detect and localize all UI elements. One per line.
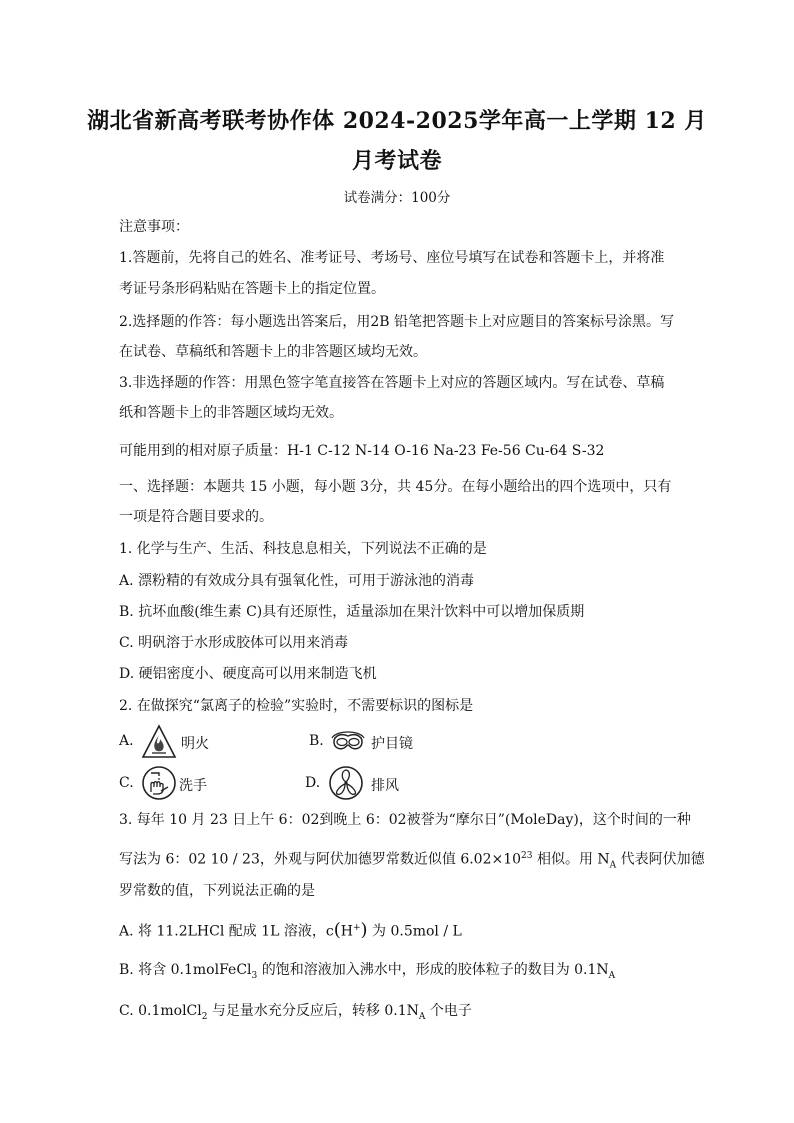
subscript: 2 — [201, 1011, 208, 1022]
notice-line: 1.答题前，先将自己的姓名、准考证号、考场号、座位号填写在试卷和答题卡上，并将准 — [119, 250, 665, 266]
notice-line: 在试卷、草稿纸和答题卡上的非答题区域均无效。 — [119, 344, 427, 360]
question-2-option-a-letter: A. — [119, 733, 134, 749]
question-3-text: 写法为 6：02 10 / 23，外观与阿伏加德罗常数近似值 6.02×10 — [119, 851, 522, 868]
question-2-option-c-label: 洗手 — [179, 778, 207, 794]
question-1-stem: 1. 化学与生产、生活、科技息息相关，下列说法不正确的是 — [119, 541, 487, 557]
subscript: 3 — [251, 970, 258, 981]
exam-title-line2: 月考试卷 — [351, 148, 442, 174]
flame-icon — [141, 724, 177, 760]
notice-line: 3.非选择题的作答：用黑色签字笔直接答在答题卡上对应的答题区域内。写在试卷、草稿 — [119, 375, 665, 391]
hand-wash-icon — [141, 765, 177, 801]
question-3-stem-line3: 罗常数的值，下列说法正确的是 — [119, 883, 315, 899]
ion-symbol: H — [340, 923, 353, 940]
question-2-option-b-letter: B. — [309, 733, 324, 749]
subscript: A — [609, 860, 617, 871]
question-2-stem: 2. 在做探究“氯离子的检验”实验时，不需要标识的图标是 — [119, 698, 474, 714]
option-text: 与足量水充分反应后，转移 0.1N — [207, 1003, 419, 1019]
exponent: 23 — [521, 851, 533, 861]
question-2-option-d-label: 排风 — [371, 778, 399, 794]
question-3-stem-line2 — [119, 847, 705, 874]
option-text: 为 0.5mol / L — [367, 923, 462, 940]
full-score: 试卷满分：100分 — [343, 190, 451, 206]
fan-icon — [328, 765, 364, 801]
goggles-icon — [330, 724, 366, 760]
section-heading-cont: 一项是符合题目要求的。 — [119, 509, 273, 525]
question-2-option-d-letter: D. — [305, 775, 321, 791]
subscript: A — [608, 970, 616, 981]
question-3-text: 代表阿伏加德 — [616, 851, 705, 868]
question-2-option-b-label: 护目镜 — [371, 736, 413, 752]
option-text: A. 将 11.2LHCl 配成 1L 溶液，c — [119, 923, 334, 940]
question-3-option-b — [119, 961, 679, 985]
question-1-option-b: B. 抗坏血酸(维生素 C)具有还原性，适量添加在果汁饮料中可以增加保质期 — [119, 604, 585, 620]
option-text: C. 0.1molCl — [119, 1003, 202, 1019]
question-3-option-c — [119, 1002, 679, 1026]
section-heading: 一、选择题：本题共 15 小题，每小题 3分，共 45分。在每小题给出的四个选项中，只有 — [119, 479, 672, 495]
question-3-text: 相似。用 N — [532, 851, 610, 868]
question-2-option-a-label: 明火 — [181, 736, 209, 752]
notice-line: 考证号条形码粘贴在答题卡上的指定位置。 — [119, 281, 385, 297]
question-3-stem-line1: 3. 每年 10 月 23 日上午 6：02到晚上 6：02被誉为“摩尔日”(MoleDay)，这个时间的一种 — [119, 812, 691, 828]
question-1-option-c: C. 明矾溶于水形成胶体可以用来消毒 — [119, 635, 349, 651]
notice-line: 2.选择题的作答：每小题选出答案后，用2B 铅笔把答题卡上对应题目的答案标号涂黑。写 — [119, 314, 675, 330]
ion-charge: + — [352, 923, 361, 933]
question-2-option-c-letter: C. — [119, 775, 134, 791]
question-1-option-d: D. 硬铝密度小、硬度高可以用来制造飞机 — [119, 666, 377, 682]
option-text: B. 将含 0.1molFeCl — [119, 962, 252, 978]
exam-title-line1: 湖北省新高考联考协作体 2024-2025学年高一上学期 12 月 — [87, 108, 707, 134]
notice-heading: 注意事项： — [119, 219, 189, 235]
question-3-option-a: A. 将 11.2LHCl 配成 1L 溶液，c(H+) 为 0.5mol / L — [119, 919, 462, 941]
question-1-option-a: A. 漂粉精的有效成分具有强氧化性，可用于游泳池的消毒 — [119, 573, 475, 589]
option-text: 个电子 — [425, 1003, 472, 1019]
subscript: A — [418, 1011, 426, 1022]
atomic-mass-line: 可能用到的相对原子质量：H-1 C-12 N-14 O-16 Na-23 Fe-56 Cu-64 S-32 — [119, 443, 605, 459]
option-text: 的饱和溶液加入沸水中，形成的胶体粒子的数目为 0.1N — [257, 962, 609, 978]
notice-line: 纸和答题卡上的非答题区域均无效。 — [119, 405, 343, 421]
